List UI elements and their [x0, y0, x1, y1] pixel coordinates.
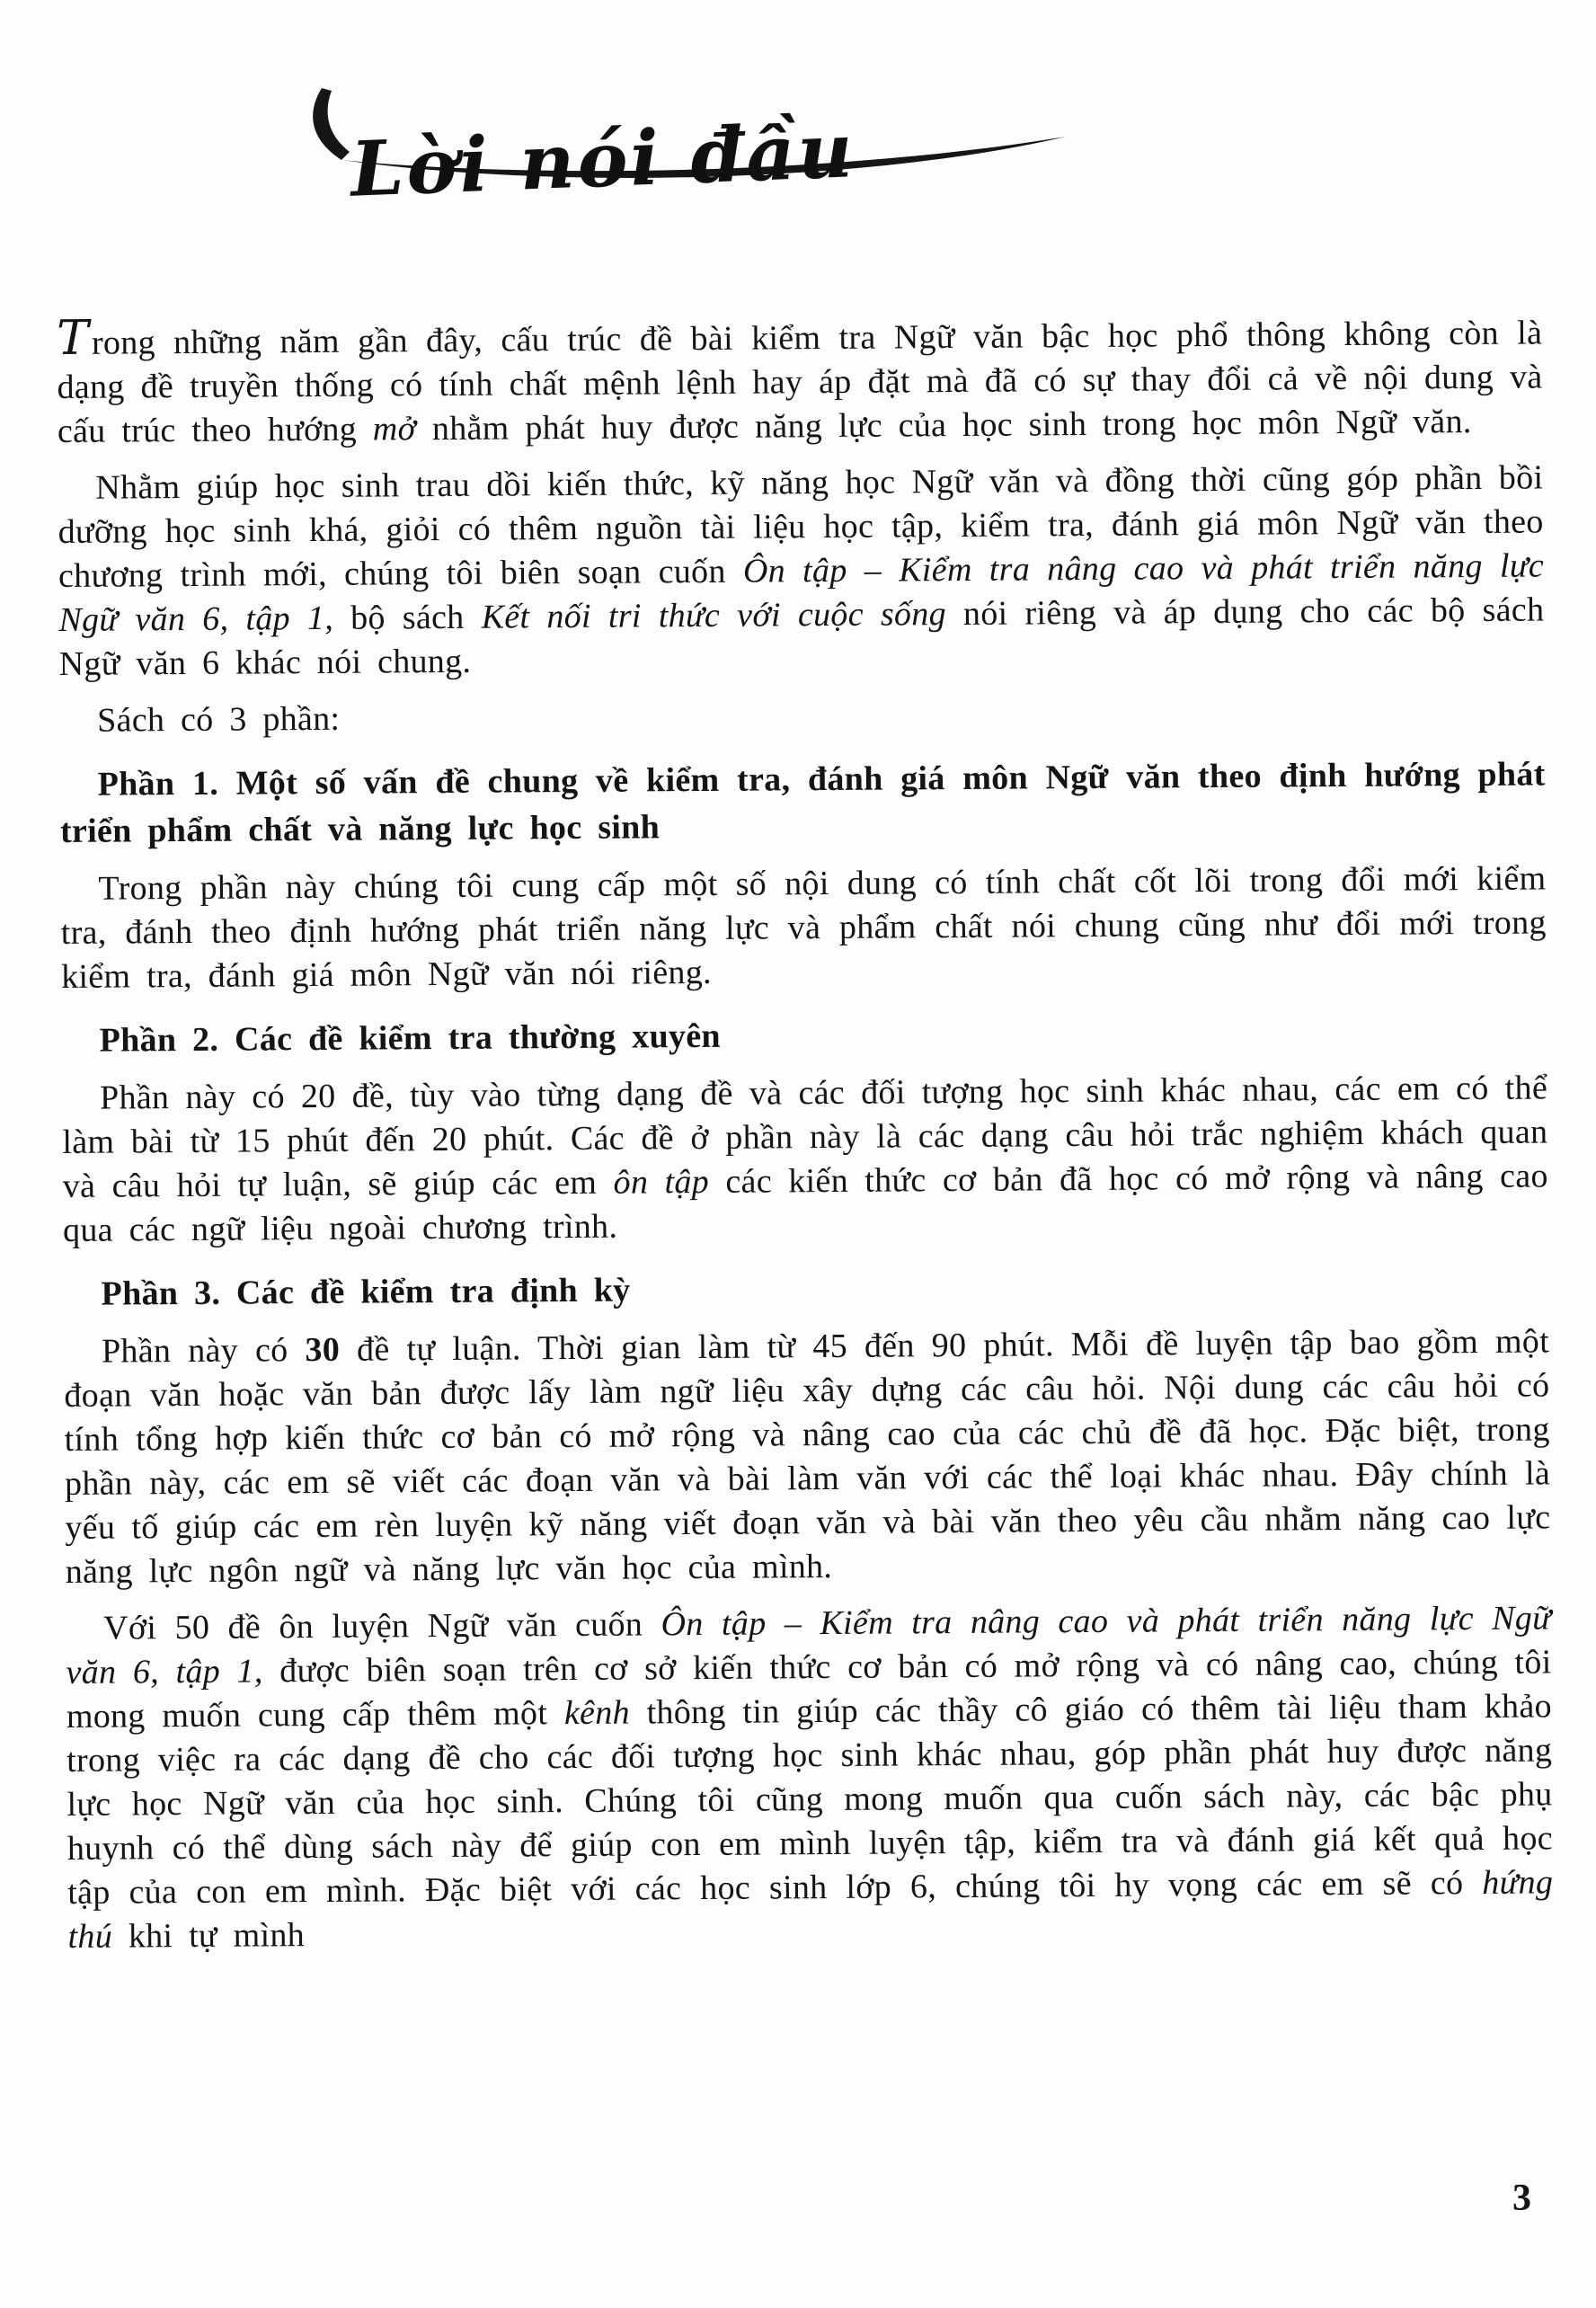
text-run-italic: Kết nối tri thức với cuộc sống: [481, 595, 947, 636]
paragraph: [62, 1066, 1548, 1253]
text-run-italic: ôn tập: [613, 1162, 710, 1202]
paragraph: [60, 857, 1547, 999]
section-heading-part2: [61, 1007, 1547, 1064]
text-run: khi tự mình: [111, 1916, 306, 1956]
text-run: đề tự luận. Thời gian làm từ 45 đến 90 phút. Mỗi đề luyện tập bao gồm một đoạn văn hoặc văn bản được lấy làm ngữ liệu xây dựng các câu hỏi. Nội dung các câu hỏi có tính tổng hợp kiến thức cơ bản có mở rộng và nâng cao của các chủ đề đã học. Đặc biệt, trong phần này, các em sẽ viết các đoạn văn và bài làm văn với các thể loại khác nhau. Đây chính là yếu tố giúp các em rèn luyện kỹ năng viết đoạn văn và bài văn theo yêu cầu nhằm năng cao lực năng lực ngôn ngữ và năng lực văn học của mình.: [64, 1322, 1551, 1591]
paragraph: [58, 456, 1545, 687]
section-heading-part3: [63, 1260, 1548, 1318]
text-run: bộ sách: [332, 598, 482, 637]
chapter-header: [295, 75, 1104, 215]
text-run: Sách có 3 phần:: [96, 699, 341, 740]
text-run-italic: Ôn tập – Kiểm tra nâng cao và phát triển năng lực Ngữ văn 6, tập 1,: [66, 1599, 1552, 1691]
paragraph-closing: [66, 1596, 1554, 1959]
text-run: Với 50 đề ôn luyện Ngữ văn cuốn: [103, 1605, 661, 1647]
text-run: Trong phần này chúng tôi cung cấp một số nội dung có tính chất cốt lõi trong đổi mới kiểm tra, đánh theo định hướng phát triển năng lực và phẩm chất nói chung cũng như đổi mới trong kiểm tra, đánh giá môn Ngữ văn nói riêng.: [60, 859, 1547, 996]
paragraph-parts-intro: [59, 688, 1545, 743]
text-run: nhằm phát huy được năng lực của học sinh trong học môn Ngữ văn.: [416, 403, 1472, 448]
text-run: thông tin giúp các thầy cô giáo có thêm tài liệu tham khảo trong việc ra các dạng đề cho các đối tượng học sinh khác nhau, góp phần phát huy được năng lực học Ngữ văn của học sinh. Chúng tôi cũng mong muốn qua cuốn sách này, các bậc phụ huynh có thể dùng sách này để giúp con em mình luyện tập, kiểm tra và đánh giá kết quả học tập của con em mình. Đặc biệt với các học sinh lớp 6, chúng tôi hy vọng các em sẽ có: [66, 1687, 1554, 1912]
paragraph-intro: [57, 306, 1543, 454]
text-run: Nhằm giúp học sinh trau dồi kiến thức, kỹ năng học Ngữ văn và đồng thời cũng góp phần bồi dưỡng học sinh khá, giỏi có thêm nguồn tài liệu học tập, kiểm tra, đánh giá môn Ngữ văn theo chương trình mới, chúng tôi biên soạn cuốn: [58, 458, 1544, 595]
text-run-italic: hứng thú: [67, 1863, 1554, 1956]
text-run-bold: 30: [305, 1330, 341, 1370]
text-run: được biên soạn trên cơ sở kiến thức cơ bản có mở rộng và có nâng cao, chúng tôi mong muốn cung cấp thêm một: [66, 1643, 1552, 1735]
text-run: Phần này có: [101, 1331, 306, 1371]
paragraph: [64, 1319, 1551, 1594]
page-title: Lời nói đầu: [349, 105, 857, 215]
text-run-italic: mở: [372, 410, 417, 448]
page-number: 3: [1512, 2178, 1531, 2219]
text-run: Trong những năm gần đây, cấu trúc đề bài kiểm tra Ngữ văn bậc học phổ thông không còn là dạng đề truyền thống có tính chất mệnh lệnh hay áp đặt mà đã có sự thay đổi cả về nội dung và cấu trúc theo hướng: [56, 309, 1543, 450]
text-run-italic: Ôn tập – Kiểm tra nâng cao và phát triển năng lực Ngữ văn 6, tập 1,: [58, 546, 1545, 639]
text-run-bold: Phần 2. Các đề kiểm tra thường xuyên: [99, 1016, 721, 1060]
section-heading-part1: [59, 750, 1546, 855]
text-run: Phần này có 20 đề, tùy vào từng dạng đề và các đối tượng học sinh khác nhau, các em có thể làm bài từ 15 phút đến 20 phút. Các đề ở phần này là các dạng câu hỏi trắc nghiệm khách quan và câu hỏi tự luận, sẽ giúp các em: [62, 1069, 1548, 1205]
text-run-bold: Phần 3. Các đề kiểm tra định kỳ: [101, 1271, 631, 1313]
text-run-bold: Phần 1. Một số vấn đề chung về kiểm tra, đánh giá môn Ngữ văn theo định hướng phát triển phẩm chất và năng lực học sinh: [59, 755, 1546, 850]
text-run-italic: kênh: [563, 1693, 630, 1733]
text-run: nói riêng và áp dụng cho các bộ sách Ngữ văn 6 khác nói chung.: [58, 590, 1545, 683]
page-body: [57, 306, 1554, 1971]
text-run: các kiến thức cơ bản đã học có mở rộng và nâng cao qua các ngữ liệu ngoài chương trình.: [62, 1157, 1548, 1249]
